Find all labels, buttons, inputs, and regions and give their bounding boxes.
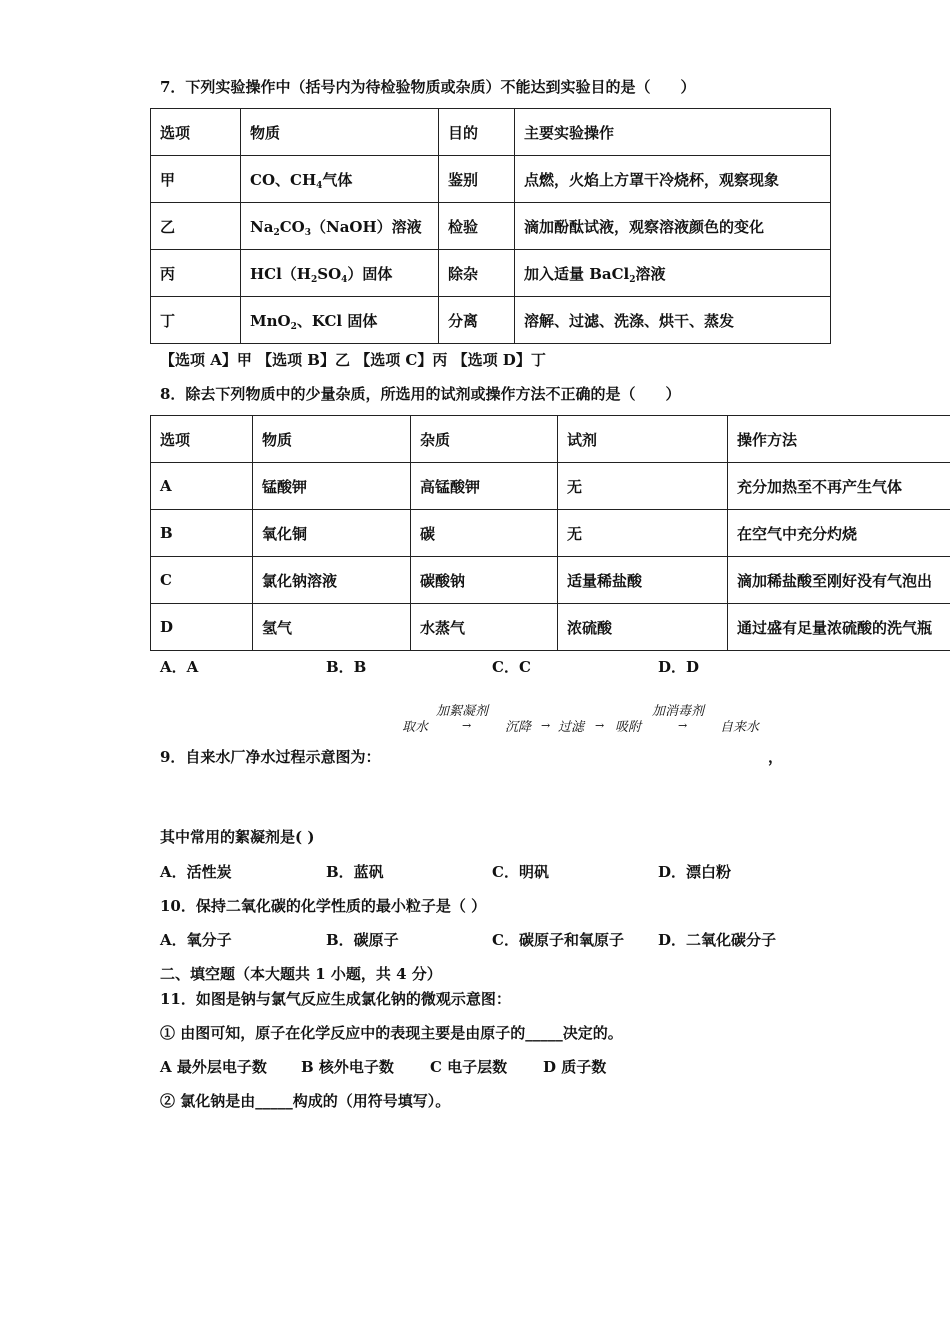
flow-step-settle: 沉降 bbox=[505, 720, 532, 735]
q8-option-a: A．A bbox=[160, 658, 199, 676]
substance-cell: $HCl(H_2SO_4)$固体 bbox=[241, 250, 439, 297]
goal-cell: 分离 bbox=[439, 297, 515, 344]
option-cell: 乙 bbox=[151, 203, 241, 250]
option-cell: D bbox=[151, 604, 253, 651]
substance-cell: 氢气 bbox=[253, 604, 411, 651]
q8-option-d: D．D bbox=[658, 658, 700, 676]
operation-cell: 加入适量 BaCl$_2$溶液 bbox=[515, 250, 831, 297]
arrow-icon: → bbox=[462, 719, 472, 732]
q9-options bbox=[160, 862, 824, 882]
q8-header-cell: 杂质 bbox=[411, 416, 558, 463]
goal-cell: 除杂 bbox=[439, 250, 515, 297]
impurity-cell: 水蒸气 bbox=[411, 604, 558, 651]
table-row bbox=[151, 463, 950, 510]
q8-option-b: B．B bbox=[326, 658, 367, 676]
flow-label-disinfectant: 加消毒剂 bbox=[652, 704, 705, 719]
flow-step-adsorb: 吸附 bbox=[615, 720, 642, 735]
table-row bbox=[151, 557, 950, 604]
impurity-cell: 高锰酸钾 bbox=[411, 463, 558, 510]
option-cell: 丙 bbox=[151, 250, 241, 297]
substance-cell: CO、$CH_4$气体 bbox=[241, 156, 439, 203]
q9-option-c: C．明矾 bbox=[492, 863, 549, 881]
q11-options bbox=[160, 1057, 606, 1077]
operation-cell: 溶解、过滤、洗涤、烘干、蒸发 bbox=[515, 297, 831, 344]
table-row bbox=[151, 156, 831, 203]
method-cell: 充分加热至不再产生气体 bbox=[728, 463, 950, 510]
q8-header-cell: 操作方法 bbox=[728, 416, 950, 463]
q7-header-cell: 主要实验操作 bbox=[515, 109, 831, 156]
substance-cell: $Na_2CO_3(NaOH)$溶液 bbox=[241, 203, 439, 250]
table-row bbox=[151, 510, 950, 557]
operation-cell: 滴加酚酞试液，观察溶液颜色的变化 bbox=[515, 203, 831, 250]
q10-options bbox=[160, 930, 824, 950]
method-cell: 通过盛有足量浓硫酸的洗气瓶 bbox=[728, 604, 950, 651]
option-cell: 甲 bbox=[151, 156, 241, 203]
section-title: 二、填空题（本大题共 1 小题，共 4 分） bbox=[160, 965, 442, 983]
q9-option-b: B．蓝矾 bbox=[326, 863, 384, 881]
q8-header-cell: 选项 bbox=[151, 416, 253, 463]
goal-cell: 检验 bbox=[439, 203, 515, 250]
q11-part1: ① 由图可知，原子在化学反应中的表现主要是由原子的_____决定的。 bbox=[160, 1024, 623, 1042]
q10-question: 10．保持二氧化碳的化学性质的最小粒子是（ ） bbox=[160, 897, 487, 915]
flow-step-filter: 过滤 bbox=[558, 720, 585, 735]
q9-comma: ， bbox=[768, 748, 784, 766]
q10-option-d: D．二氧化碳分子 bbox=[658, 931, 777, 949]
option-cell: B bbox=[151, 510, 253, 557]
q11-option-d: D 质子数 bbox=[543, 1058, 607, 1076]
q11-option-a: A 最外层电子数 bbox=[160, 1058, 267, 1076]
goal-cell: 鉴别 bbox=[439, 156, 515, 203]
substance-cell: 锰酸钾 bbox=[253, 463, 411, 510]
water-treatment-flow-diagram bbox=[400, 700, 780, 740]
method-cell: 滴加稀盐酸至刚好没有气泡出 bbox=[728, 557, 950, 604]
substance-cell: 氧化铜 bbox=[253, 510, 411, 557]
q7-options: 【选项 A】甲 【选项 B】乙 【选项 C】丙 【选项 D】丁 bbox=[160, 351, 546, 369]
q11-option-b: B 核外电子数 bbox=[301, 1058, 394, 1076]
q9-option-a: A．活性炭 bbox=[160, 863, 232, 881]
option-cell: 丁 bbox=[151, 297, 241, 344]
q7-question: 7．下列实验操作中（括号内为待检验物质或杂质）不能达到实验目的是（ ） bbox=[160, 78, 696, 96]
operation-cell: 点燃，火焰上方罩干冷烧杯，观察现象 bbox=[515, 156, 831, 203]
q8-options bbox=[160, 657, 824, 677]
q10-option-b: B．碳原子 bbox=[326, 931, 399, 949]
reagent-cell: 适量稀盐酸 bbox=[558, 557, 728, 604]
q9-option-d: D．漂白粉 bbox=[658, 863, 732, 881]
q8-table bbox=[150, 415, 950, 651]
q11-part2: ② 氯化钠是由_____构成的（用符号填写）。 bbox=[160, 1092, 451, 1110]
table-row bbox=[151, 297, 831, 344]
q8-header-cell: 物质 bbox=[253, 416, 411, 463]
q7-header-row bbox=[151, 109, 831, 156]
q7-header-cell: 选项 bbox=[151, 109, 241, 156]
option-cell: A bbox=[151, 463, 253, 510]
q9-subquestion: 其中常用的絮凝剂是( ) bbox=[160, 828, 315, 846]
q7-header-cell: 物质 bbox=[241, 109, 439, 156]
impurity-cell: 碳 bbox=[411, 510, 558, 557]
table-row bbox=[151, 250, 831, 297]
q10-option-c: C．碳原子和氧原子 bbox=[492, 931, 624, 949]
flow-step-source: 取水 bbox=[402, 720, 429, 735]
q11-question: 11．如图是钠与氯气反应生成氯化钠的微观示意图： bbox=[160, 990, 511, 1008]
method-cell: 在空气中充分灼烧 bbox=[728, 510, 950, 557]
arrow-icon: → bbox=[541, 719, 551, 732]
reagent-cell: 浓硫酸 bbox=[558, 604, 728, 651]
q7-header-cell: 目的 bbox=[439, 109, 515, 156]
q10-option-a: A．氧分子 bbox=[160, 931, 232, 949]
impurity-cell: 碳酸钠 bbox=[411, 557, 558, 604]
arrow-icon: → bbox=[678, 719, 688, 732]
q8-option-c: C．C bbox=[492, 658, 531, 676]
q8-header-cell: 试剂 bbox=[558, 416, 728, 463]
flow-label-coagulant: 加絮凝剂 bbox=[436, 704, 489, 719]
q8-question: 8．除去下列物质中的少量杂质，所选用的试剂或操作方法不正确的是（ ） bbox=[160, 385, 681, 403]
arrow-icon: → bbox=[595, 719, 605, 732]
table-row bbox=[151, 604, 950, 651]
q7-table bbox=[150, 108, 831, 344]
table-row bbox=[151, 203, 831, 250]
substance-cell: MnO$_2$、KCl 固体 bbox=[241, 297, 439, 344]
reagent-cell: 无 bbox=[558, 463, 728, 510]
q8-header-row bbox=[151, 416, 950, 463]
q9-question: 9．自来水厂净水过程示意图为： bbox=[160, 748, 381, 766]
flow-step-tapwater: 自来水 bbox=[720, 720, 760, 735]
substance-cell: 氯化钠溶液 bbox=[253, 557, 411, 604]
q11-option-c: C 电子层数 bbox=[430, 1058, 508, 1076]
reagent-cell: 无 bbox=[558, 510, 728, 557]
option-cell: C bbox=[151, 557, 253, 604]
